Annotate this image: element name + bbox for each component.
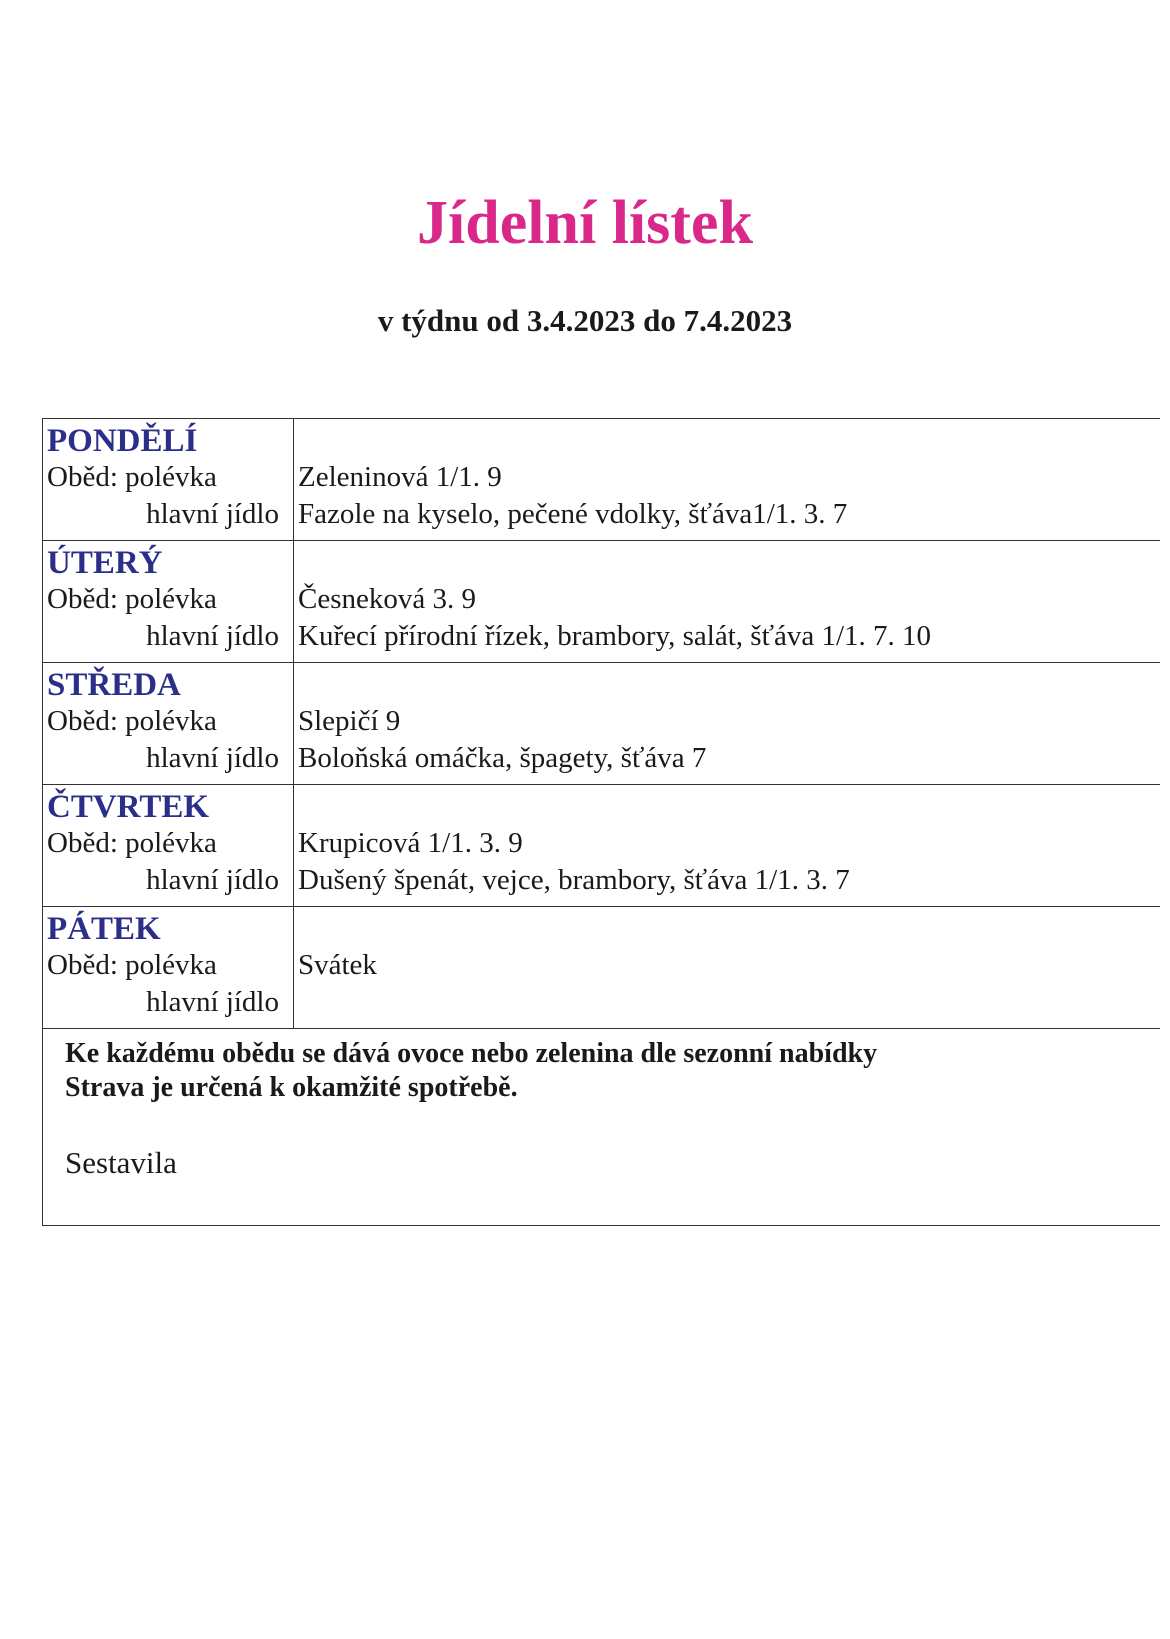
week-range: v týdnu od 3.4.2023 do 7.4.2023 bbox=[377, 303, 793, 338]
main-dish-label: hlavní jídlo bbox=[146, 498, 279, 530]
signature-label: Sestavila bbox=[65, 1145, 177, 1180]
day-label-cell bbox=[43, 907, 294, 1029]
main-dish: Kuřecí přírodní řízek, brambory, salát, šťáva 1/1. 7. 10 bbox=[298, 620, 932, 652]
main-dish: Fazole na kyselo, pečené vdolky, šťáva1/1. 3. 7 bbox=[298, 498, 848, 530]
page-title: Jídelní lístek bbox=[417, 189, 753, 257]
main-dish-label: hlavní jídlo bbox=[146, 986, 279, 1018]
main-dish-label: hlavní jídlo bbox=[146, 620, 279, 652]
dish-cell bbox=[294, 663, 1161, 785]
main-dish: Dušený špenát, vejce, brambory, šťáva 1/1. 3. 7 bbox=[298, 864, 850, 896]
day-label-cell bbox=[43, 419, 294, 541]
dish-cell bbox=[294, 419, 1161, 541]
notes-cell bbox=[43, 1029, 1161, 1226]
soup-dish: Zeleninová 1/1. 9 bbox=[298, 461, 502, 493]
day-row-tuesday bbox=[43, 541, 1161, 663]
note-consumption: Strava je určená k okamžité spotřebě. bbox=[65, 1072, 518, 1103]
dish-cell bbox=[294, 907, 1161, 1029]
day-name: PONDĚLÍ bbox=[47, 423, 198, 459]
day-name: ÚTERÝ bbox=[47, 545, 163, 581]
notes-row bbox=[43, 1029, 1161, 1226]
menu-table bbox=[42, 418, 1160, 1226]
soup-dish: Svátek bbox=[298, 949, 377, 981]
main-dish-label: hlavní jídlo bbox=[146, 864, 279, 896]
lunch-soup-label: Oběd: polévka bbox=[47, 461, 217, 493]
lunch-soup-label: Oběd: polévka bbox=[47, 949, 217, 981]
lunch-soup-label: Oběd: polévka bbox=[47, 827, 217, 859]
day-label-cell bbox=[43, 541, 294, 663]
day-row-monday bbox=[43, 419, 1161, 541]
day-row-friday bbox=[43, 907, 1161, 1029]
dish-cell bbox=[294, 541, 1161, 663]
lunch-soup-label: Oběd: polévka bbox=[47, 583, 217, 615]
day-row-wednesday bbox=[43, 663, 1161, 785]
main-dish-label: hlavní jídlo bbox=[146, 742, 279, 774]
note-fruit: Ke každému obědu se dává ovoce nebo zelenina dle sezonní nabídky bbox=[65, 1038, 878, 1069]
soup-dish: Česneková 3. 9 bbox=[298, 583, 476, 615]
day-name: ČTVRTEK bbox=[47, 789, 210, 825]
day-label-cell bbox=[43, 785, 294, 907]
day-name: PÁTEK bbox=[47, 911, 161, 947]
soup-dish: Slepičí 9 bbox=[298, 705, 401, 737]
day-label-cell bbox=[43, 663, 294, 785]
lunch-soup-label: Oběd: polévka bbox=[47, 705, 217, 737]
main-dish: Boloňská omáčka, špagety, šťáva 7 bbox=[298, 742, 707, 774]
day-name: STŘEDA bbox=[47, 667, 181, 703]
day-row-thursday bbox=[43, 785, 1161, 907]
soup-dish: Krupicová 1/1. 3. 9 bbox=[298, 827, 523, 859]
dish-cell bbox=[294, 785, 1161, 907]
